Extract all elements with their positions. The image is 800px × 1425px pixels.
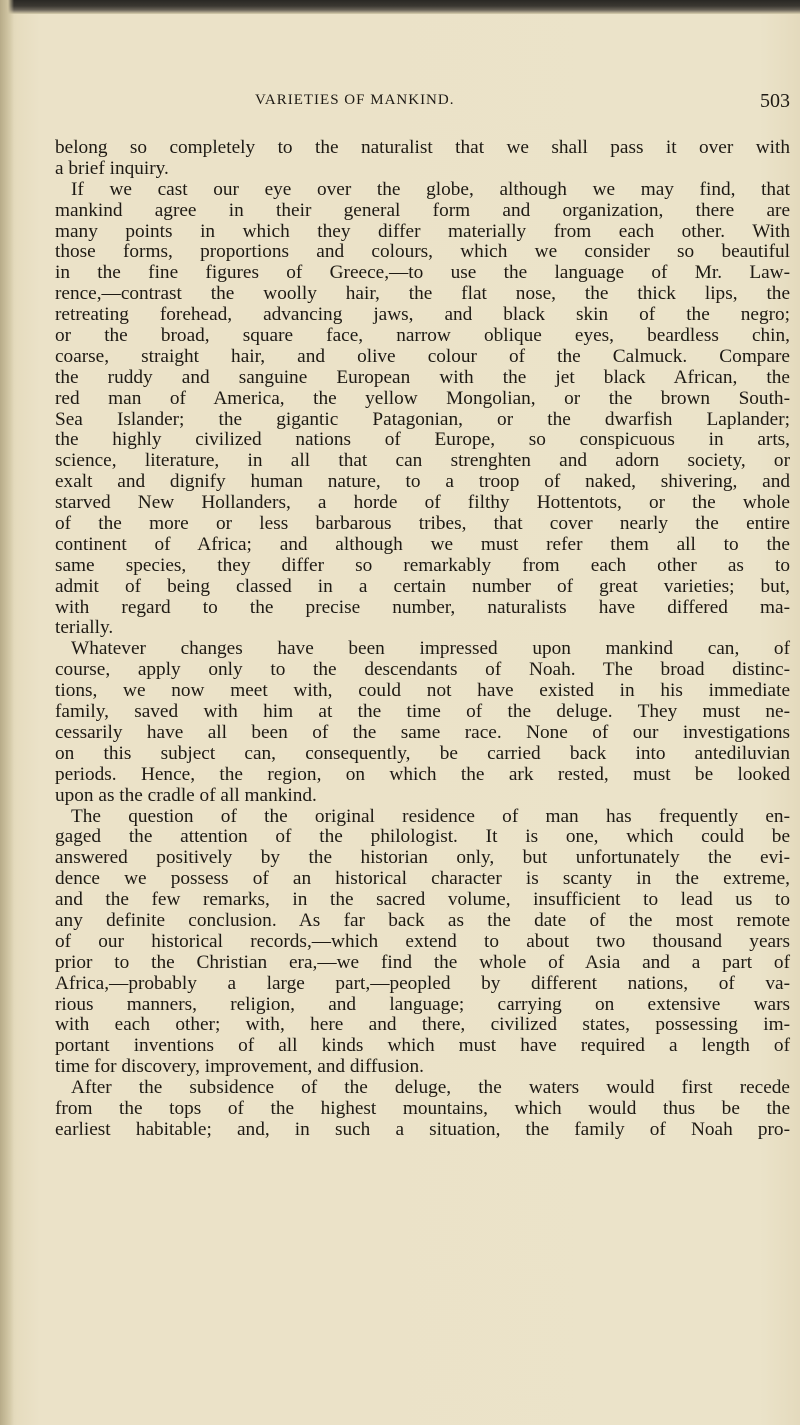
text-line: retreating forehead, advancing jaws, and black skin of the negro; [55, 304, 790, 326]
page-header [55, 90, 790, 120]
page-top-shadow [0, 0, 800, 14]
text-line: family, saved with him at the time of the deluge. They must ne- [55, 701, 790, 723]
body-text [55, 138, 790, 1141]
text-line: time for discovery, improvement, and diffusion. [55, 1056, 424, 1078]
text-line: with regard to the precise number, naturalists have differed ma- [55, 596, 790, 618]
text-line: After the subsidence of the deluge, the waters would first recede [71, 1077, 790, 1099]
text-line: coarse, straight hair, and olive colour of the Calmuck. Compare [55, 345, 790, 367]
text-line: mankind agree in their general form and organization, there are [55, 199, 790, 221]
text-line: admit of being classed in a certain number of great varieties; but, [55, 575, 790, 597]
text-line: cessarily have all been of the same race. None of our investigations [55, 721, 790, 743]
text-line: or the broad, square face, narrow oblique eyes, beardless chin, [55, 325, 790, 347]
text-line: answered positively by the historian only, but unfortunately the evi- [55, 847, 790, 869]
text-line: continent of Africa; and although we must refer them all to the [55, 533, 790, 555]
text-line: starved New Hollanders, a horde of filthy Hottentots, or the whole [55, 492, 790, 514]
text-line: red man of America, the yellow Mongolian, or the brown South- [55, 387, 790, 409]
text-line: with each other; with, here and there, civilized states, possessing im- [55, 1014, 790, 1036]
text-line: The question of the original residence of man has frequently en- [71, 805, 790, 827]
text-line: from the tops of the highest mountains, which would thus be the [55, 1097, 790, 1119]
text-line: in the fine figures of Greece,—to use the language of Mr. Law- [55, 262, 790, 284]
text-line: of our historical records,—which extend to about two thousand years [55, 930, 790, 952]
text-line: gaged the attention of the philologist. It is one, which could be [55, 826, 790, 848]
text-line: any definite conclusion. As far back as the date of the most remote [55, 909, 790, 931]
text-line: Whatever changes have been impressed upon mankind can, of [71, 638, 790, 660]
text-line: periods. Hence, the region, on which the ark rested, must be looked [55, 763, 790, 785]
text-line: upon as the cradle of all mankind. [55, 784, 317, 806]
text-line: and the few remarks, in the sacred volume, insufficient to lead us to [55, 889, 790, 911]
text-line: tions, we now meet with, could not have existed in his immediate [55, 680, 790, 702]
text-line: a brief inquiry. [55, 157, 169, 179]
text-line: on this subject can, consequently, be carried back into antediluvian [55, 742, 790, 764]
text-line: dence we possess of an historical character is scanty in the extreme, [55, 868, 790, 890]
text-line: the highly civilized nations of Europe, so conspicuous in arts, [55, 429, 790, 451]
text-line: prior to the Christian era,—we find the whole of Asia and a part of [55, 951, 790, 973]
text-line: rence,—contrast the woolly hair, the flat nose, the thick lips, the [55, 283, 790, 305]
text-line: exalt and dignify human nature, to a troop of naked, shivering, and [55, 471, 790, 493]
page-binding-edge [0, 0, 14, 1425]
text-line: earliest habitable; and, in such a situation, the family of Noah pro- [55, 1118, 790, 1140]
page-number: 503 [760, 90, 790, 112]
text-line: terially. [55, 617, 114, 639]
text-line: same species, they differ so remarkably from each other as to [55, 554, 790, 576]
running-head: VARIETIES OF MANKIND. [255, 92, 455, 108]
text-line: rious manners, religion, and language; carrying on extensive wars [55, 993, 790, 1015]
text-line: portant inventions of all kinds which must have required a length of [55, 1035, 790, 1057]
text-line: course, apply only to the descendants of Noah. The broad distinc- [55, 659, 790, 681]
text-line: If we cast our eye over the globe, although we may find, that [71, 178, 790, 200]
text-line: science, literature, in all that can strenghten and adorn society, or [55, 450, 790, 472]
text-line: many points in which they differ materially from each other. With [55, 220, 790, 242]
text-line: those forms, proportions and colours, which we consider so beautiful [55, 241, 790, 263]
text-line: of the more or less barbarous tribes, that cover nearly the entire [55, 513, 790, 535]
text-line: Africa,—probably a large part,—peopled by different nations, of va- [55, 972, 790, 994]
text-line: belong so completely to the naturalist that we shall pass it over with [55, 137, 790, 158]
text-line: the ruddy and sanguine European with the jet black African, the [55, 366, 790, 388]
text-line: Sea Islander; the gigantic Patagonian, or the dwarfish Laplander; [55, 408, 790, 430]
